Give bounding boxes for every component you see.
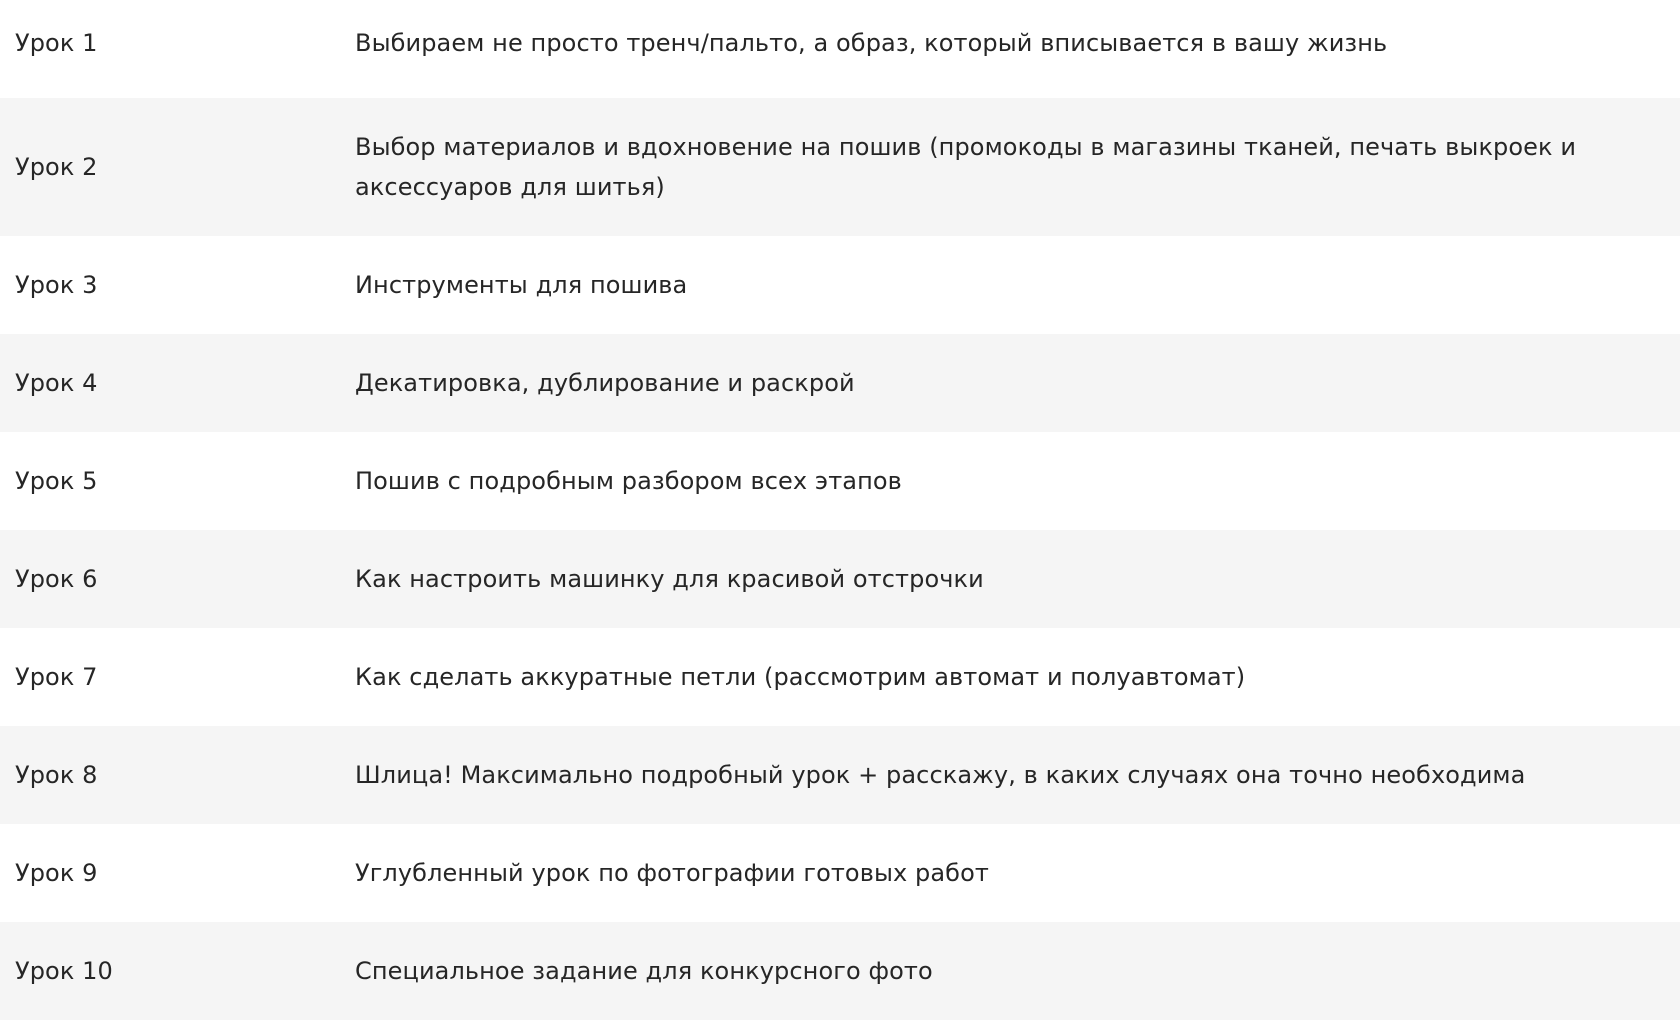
lesson-number: Урок 7 [15,663,98,691]
lesson-number: Урок 3 [15,271,98,299]
lesson-row [0,726,1680,824]
lesson-number: Урок 6 [15,565,98,593]
lesson-title: Выбираем не просто тренч/пальто, а образ, который вписывается в вашу жизнь [355,29,1388,57]
lesson-number: Урок 10 [15,957,113,985]
lesson-row [0,236,1680,334]
lesson-title: Пошив с подробным разбором всех этапов [355,467,902,495]
lesson-number: Урок 2 [15,153,98,181]
lesson-row [0,824,1680,922]
lesson-row [0,628,1680,726]
lesson-row [0,0,1680,98]
lesson-title: Шлица! Максимально подробный урок + расскажу, в каких случаях она точно необходима [355,761,1526,789]
lesson-title: Специальное задание для конкурсного фото [355,957,933,985]
lesson-row [0,432,1680,530]
lesson-title: Как настроить машинку для красивой отстрочки [355,565,984,593]
lesson-title: Углубленный урок по фотографии готовых работ [355,859,989,887]
lesson-number: Урок 5 [15,467,98,495]
lesson-number: Урок 4 [15,369,98,397]
lesson-title: Как сделать аккуратные петли (рассмотрим автомат и полуавтомат) [355,663,1246,691]
lesson-number: Урок 8 [15,761,98,789]
lesson-title: Инструменты для пошива [355,271,688,299]
lesson-number: Урок 9 [15,859,98,887]
lesson-row [0,530,1680,628]
lesson-title: Выбор материалов и вдохновение на пошив (промокоды в магазины тканей, печать выкроек и аксессуаров для шитья) [355,133,1577,201]
lesson-title: Декатировка, дублирование и раскрой [355,369,855,397]
lesson-row [0,98,1680,236]
lesson-row [0,334,1680,432]
lesson-number: Урок 1 [15,29,98,57]
lesson-row [0,922,1680,1020]
